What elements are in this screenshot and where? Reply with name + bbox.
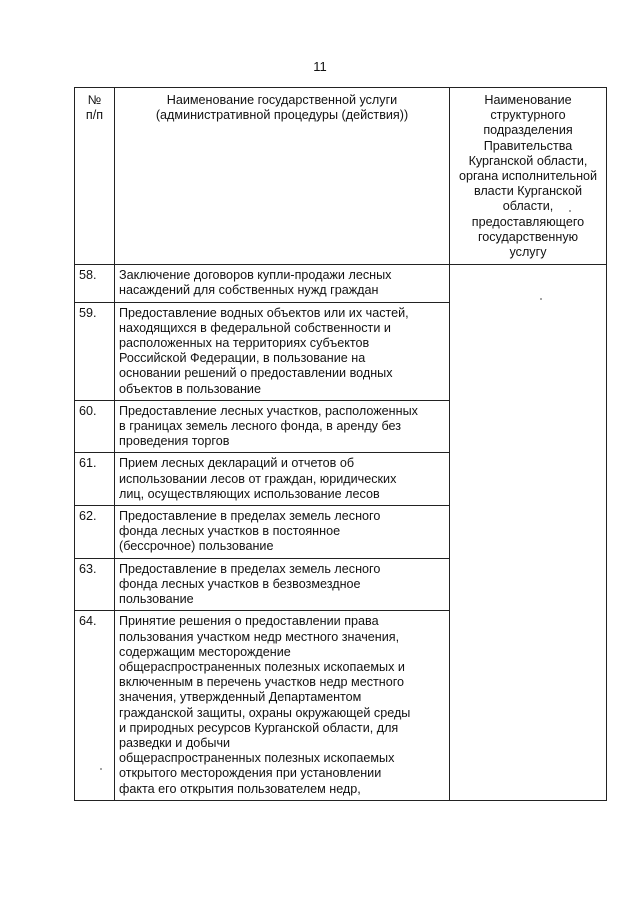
service-name [115,453,450,506]
header-text: п/п [85,108,104,123]
service-name-line: Предоставление водных объектов или их частей, [119,305,409,320]
header-text: услугу [509,245,547,260]
header-service-name [115,88,450,265]
scan-speck [569,210,571,212]
header-text: области, [502,199,554,214]
row-number: 63. [75,558,115,611]
header-department [450,88,607,265]
header-text: подразделения [483,123,573,138]
row-number: 64. [75,611,115,800]
service-name-line: фонда лесных участков в безвозмездное [119,576,361,591]
service-name-line: Предоставление в пределах земель лесного [119,561,381,576]
service-name-line: Предоставление лесных участков, расположенных [119,403,418,418]
service-name-line: разведки и добычи [119,735,231,750]
service-name-line: расположенных на территориях субъектов [119,336,370,351]
header-text: Правительства [483,138,573,153]
service-name-line: открытого месторождения при установлении [119,766,382,781]
service-name-line: находящихся в федеральной собственности и [119,320,391,335]
header-text: предоставляющего [471,214,585,229]
service-name-line: и природных ресурсов Курганской области, для [119,720,399,735]
service-name [115,302,450,400]
header-text: Наименование государственной услуги [166,93,398,107]
service-name-line: включенным в перечень участков недр местного [119,675,405,690]
header-text: Наименование [484,93,572,107]
department-cell [450,265,607,801]
service-name-line: лиц, осуществляющих использование лесов [119,486,380,501]
row-number: 59. [75,302,115,400]
row-number: 61. [75,453,115,506]
header-text: № [87,93,102,107]
row-number: 58. [75,265,115,302]
services-table [74,87,607,801]
page-number: 11 [313,59,327,74]
service-name-line: использовании лесов от граждан, юридических [119,471,397,486]
service-name-line: пользование [119,592,194,607]
service-name-line: Принятие решения о предоставлении права [119,614,379,629]
service-name-line: факта его открытия пользователем недр, [119,781,361,796]
service-name-line: объектов в пользование [119,381,261,396]
header-text: государственную [477,229,579,244]
header-text: власти Курганской [473,184,583,199]
service-name-line: значения, утвержденный Департаментом [119,690,362,705]
service-name-line: Предоставление в пределах земель лесного [119,509,381,524]
service-name-line: Российской Федерации, в пользование на [119,351,366,366]
scan-speck [540,298,542,300]
row-number: 62. [75,506,115,559]
service-name [115,611,450,800]
service-name-line: в границах земель лесного фонда, в аренду без [119,419,402,434]
service-name-line: (бессрочное) пользование [119,539,274,554]
service-name-line: общераспространенных полезных ископаемых и [119,659,405,674]
service-name-line: фонда лесных участков в постоянное [119,524,341,539]
service-name [115,400,450,453]
service-name-line: проведения торгов [119,434,230,449]
header-number [75,88,115,265]
service-name-line: Прием лесных деклараций и отчетов об [119,456,355,471]
table-header-row [75,88,607,265]
service-name-line: Заключение договоров купли-продажи лесных [119,268,392,283]
service-name-line: гражданской защиты, охраны окружающей среды [119,705,411,720]
service-name [115,506,450,559]
service-name-line: пользования участком недр местного значения, [119,629,400,644]
table-row [75,265,607,302]
header-text: структурного [490,108,566,123]
service-name-line: содержащим месторождение [119,644,291,659]
header-text: (административной процедуры (действия)) [155,108,409,123]
header-text: Курганской области, [468,153,588,168]
service-name [115,265,450,302]
row-number: 60. [75,400,115,453]
service-name-line: основании решений о предоставлении водных [119,366,393,381]
service-name [115,558,450,611]
service-name-line: общераспространенных полезных ископаемых [119,751,395,766]
scan-speck [100,768,102,770]
service-name-line: насаждений для собственных нужд граждан [119,283,379,298]
header-text: органа исполнительной [458,169,598,184]
